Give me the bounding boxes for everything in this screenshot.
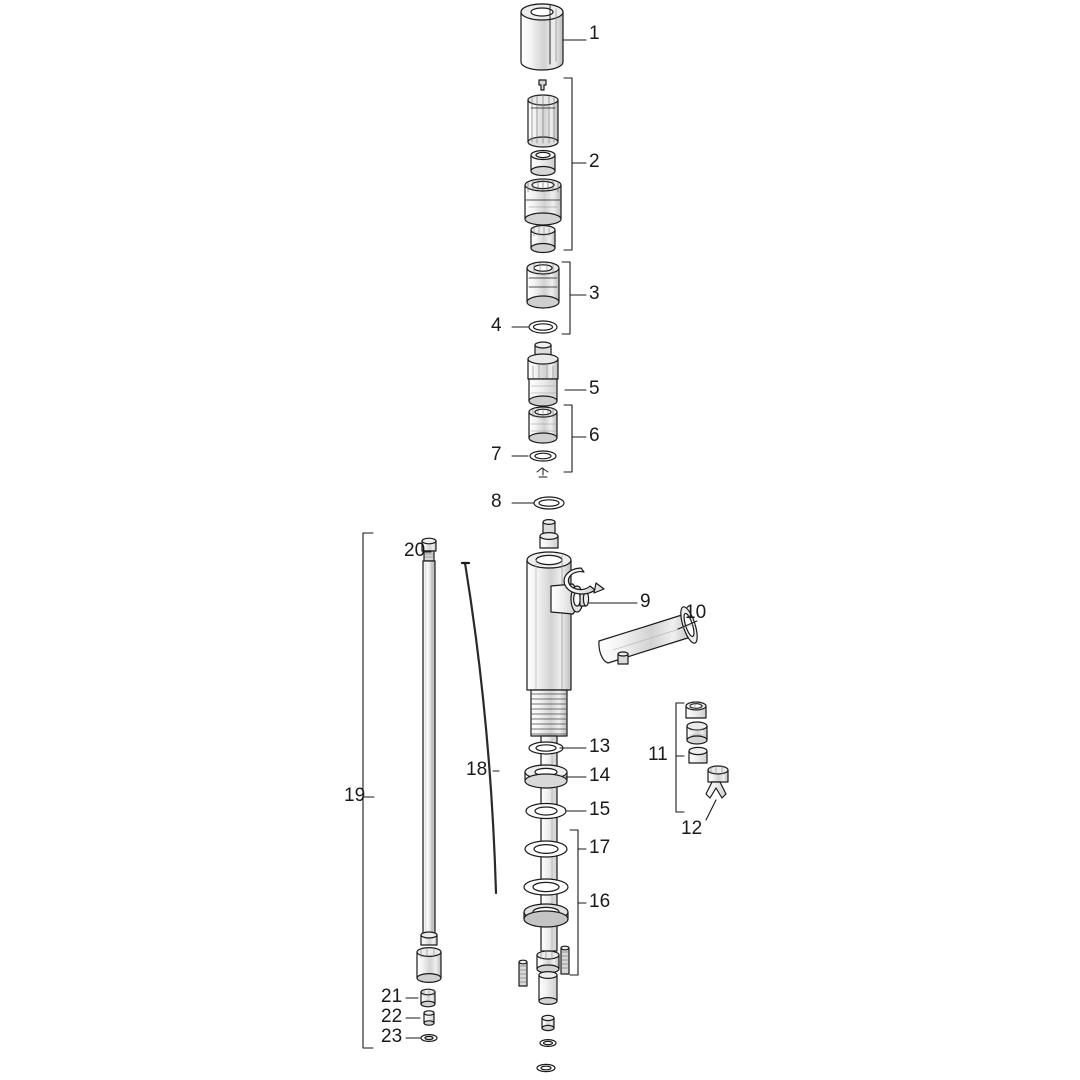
callout-label-14: 14 <box>589 765 611 786</box>
callout-label-4: 4 <box>491 315 502 336</box>
callout-label-11: 11 <box>648 744 668 765</box>
callout-label-18: 18 <box>466 759 488 780</box>
bracket-group-6 <box>564 405 572 472</box>
part-11-aerator-group <box>686 702 707 763</box>
callout-label-7: 7 <box>491 444 502 465</box>
part-1-handle-cap <box>521 4 563 70</box>
parts-21-22-23-small-fittings <box>421 988 437 1041</box>
callout-label-6: 6 <box>589 425 600 446</box>
bracket-group-3 <box>562 262 570 334</box>
callout-label-19: 19 <box>344 785 366 806</box>
callout-label-9: 9 <box>640 591 651 612</box>
callout-label-21: 21 <box>381 986 403 1007</box>
lower-fixing-set <box>519 946 569 1071</box>
part-19-20-flexible-hose <box>417 538 441 982</box>
callout-label-10: 10 <box>685 602 707 623</box>
leader-12 <box>706 800 716 820</box>
callout-label-17: 17 <box>589 837 611 858</box>
callout-brackets <box>363 78 684 1048</box>
callout-label-22: 22 <box>381 1006 403 1027</box>
part-12-aerator-key <box>706 765 728 798</box>
part-5-cartridge <box>528 342 558 406</box>
callout-label-1: 1 <box>589 23 600 44</box>
callout-label-23: 23 <box>381 1026 403 1047</box>
part-8-o-ring <box>534 497 564 509</box>
part-4-o-ring <box>529 321 557 333</box>
callout-label-2: 2 <box>589 151 600 172</box>
callout-label-16: 16 <box>589 891 611 912</box>
bracket-group-2 <box>564 78 572 250</box>
callout-label-5: 5 <box>589 378 600 399</box>
callout-label-3: 3 <box>589 283 600 304</box>
bracket-group-16 <box>570 830 578 975</box>
bracket-group-11 <box>676 703 684 812</box>
part-18-pull-rod <box>462 563 496 893</box>
part-2-handle-group <box>525 80 561 253</box>
callout-label-15: 15 <box>589 799 611 820</box>
callout-label-12: 12 <box>681 818 703 839</box>
part-6-seal-seat-group <box>529 407 557 477</box>
callout-label-20: 20 <box>404 540 426 561</box>
part-3-cap-nut <box>527 262 559 308</box>
callout-label-13: 13 <box>589 736 611 757</box>
callout-label-8: 8 <box>491 491 502 512</box>
